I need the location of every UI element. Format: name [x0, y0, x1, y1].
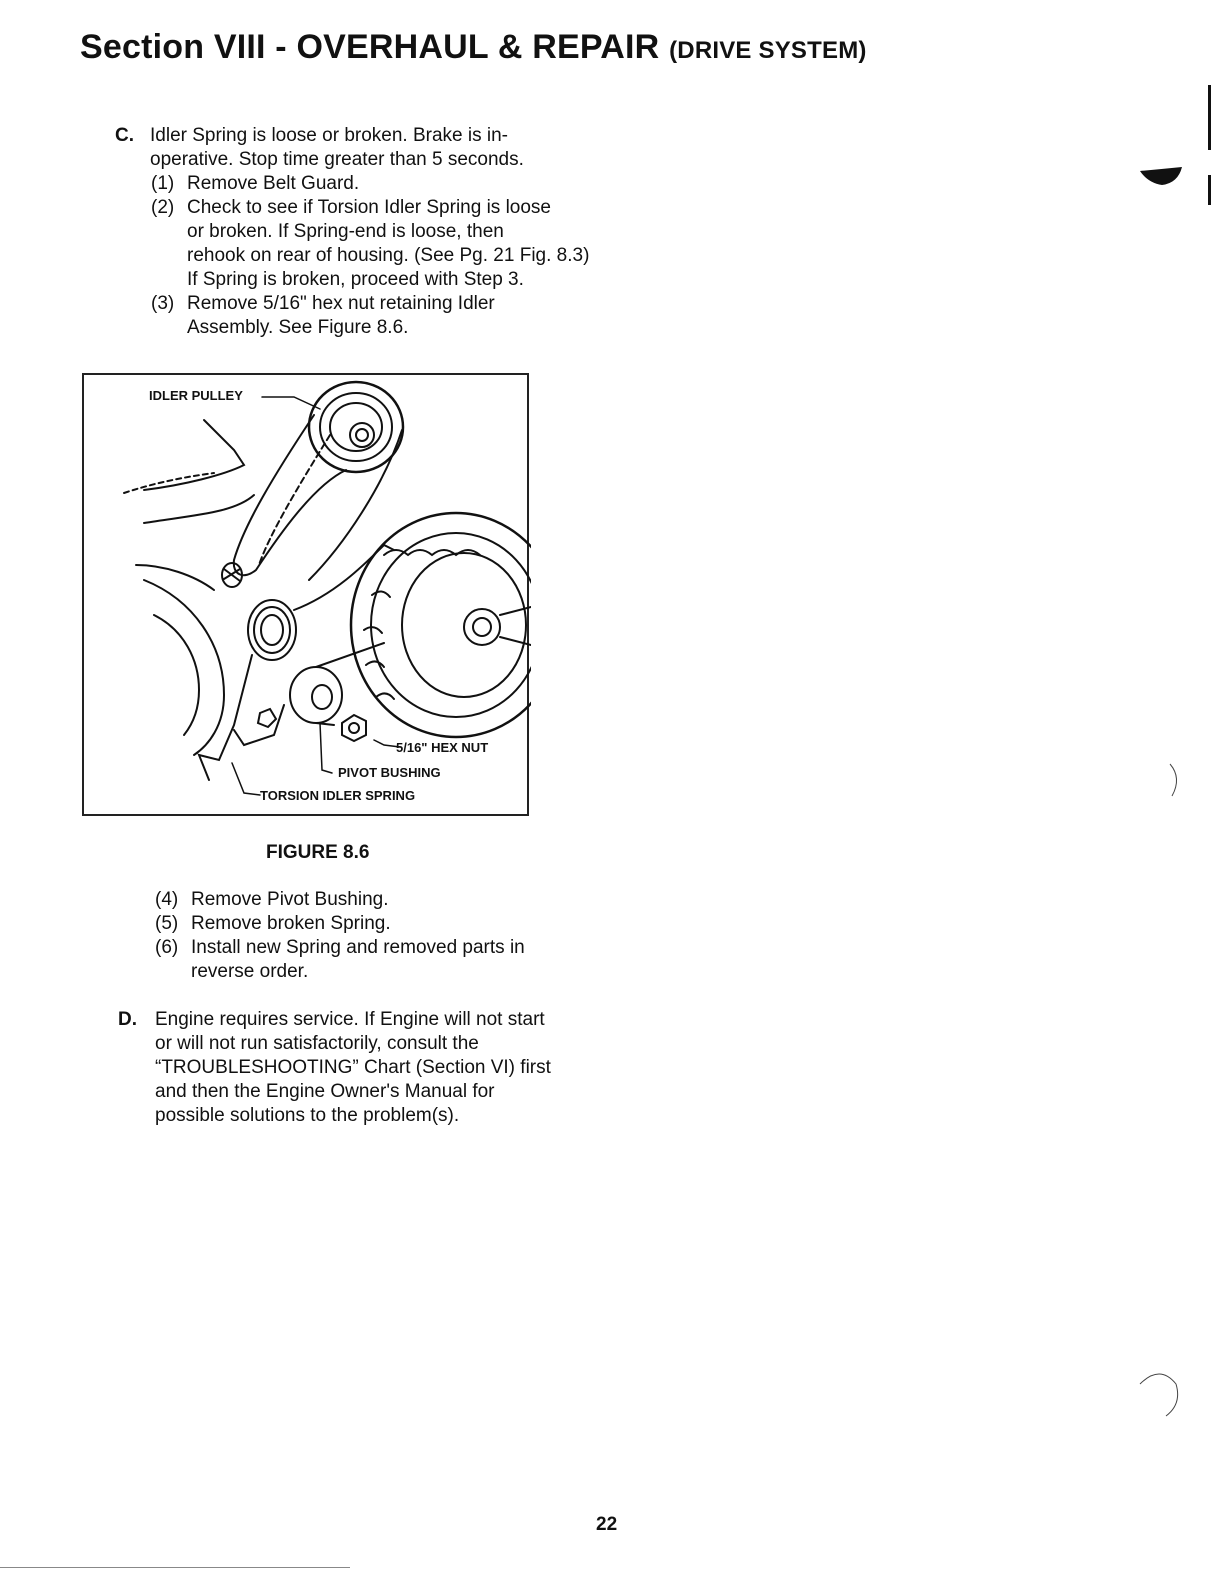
step-2-text-line-2: or broken. If Spring-end is loose, then [187, 221, 504, 242]
scan-arc-mark [1166, 760, 1186, 800]
label-torsion-idler-spring: TORSION IDLER SPRING [260, 788, 416, 803]
section-d-line-3: “TROUBLESHOOTING” Chart (Section VI) first [155, 1057, 551, 1078]
step-6-number: (6) [155, 937, 179, 958]
section-d-line-4: and then the Engine Owner's Manual for [155, 1081, 495, 1102]
step-2-number: (2) [151, 197, 175, 218]
section-d-line-1: Engine requires service. If Engine will not start [155, 1009, 545, 1030]
page-number: 22 [596, 1514, 618, 1535]
section-d-letter: D. [118, 1009, 137, 1030]
step-5-text: Remove broken Spring. [191, 913, 391, 934]
section-d-line-2: or will not run satisfactorily, consult the [155, 1033, 479, 1054]
step-4-number: (4) [155, 889, 179, 910]
scan-edge-mark [1208, 175, 1211, 205]
step-2-text-line-4: If Spring is broken, proceed with Step 3. [187, 269, 524, 290]
label-idler-pulley: IDLER PULLEY [149, 388, 243, 403]
step-1-text: Remove Belt Guard. [187, 173, 360, 194]
step-3-number: (3) [151, 293, 175, 314]
figure-8-6 [82, 373, 529, 816]
step-2-text-line-1: Check to see if Torsion Idler Spring is loose [187, 197, 551, 218]
step-4-text: Remove Pivot Bushing. [191, 889, 389, 910]
title-main: Section VIII - OVERHAUL & REPAIR [80, 28, 660, 66]
step-3-text-line-2: Assembly. See Figure 8.6. [187, 317, 409, 338]
step-3-text-line-1: Remove 5/16" hex nut retaining Idler [187, 293, 495, 314]
step-6-text-line-2: reverse order. [191, 961, 309, 982]
section-c-letter: C. [115, 125, 134, 146]
section-c-intro-line-1: Idler Spring is loose or broken. Brake is in- [150, 125, 508, 146]
scan-bottom-line [0, 1567, 350, 1568]
label-hex-nut: 5/16" HEX NUT [396, 740, 489, 755]
figure-caption: FIGURE 8.6 [266, 842, 370, 863]
step-6-text-line-1: Install new Spring and removed parts in [191, 937, 525, 958]
title-sub: (DRIVE SYSTEM) [669, 37, 867, 64]
page-title [80, 28, 867, 67]
section-c-intro-line-2: operative. Stop time greater than 5 seconds. [150, 149, 524, 170]
scan-edge-mark [1208, 85, 1211, 150]
binder-hole-mark [1138, 165, 1186, 189]
scan-circle-mark [1136, 1364, 1186, 1420]
step-5-number: (5) [155, 913, 179, 934]
step-2-text-line-3: rehook on rear of housing. (See Pg. 21 Fig. 8.3) [187, 245, 590, 266]
step-1-number: (1) [151, 173, 175, 194]
label-pivot-bushing: PIVOT BUSHING [338, 765, 441, 780]
section-d-line-5: possible solutions to the problem(s). [155, 1105, 460, 1126]
